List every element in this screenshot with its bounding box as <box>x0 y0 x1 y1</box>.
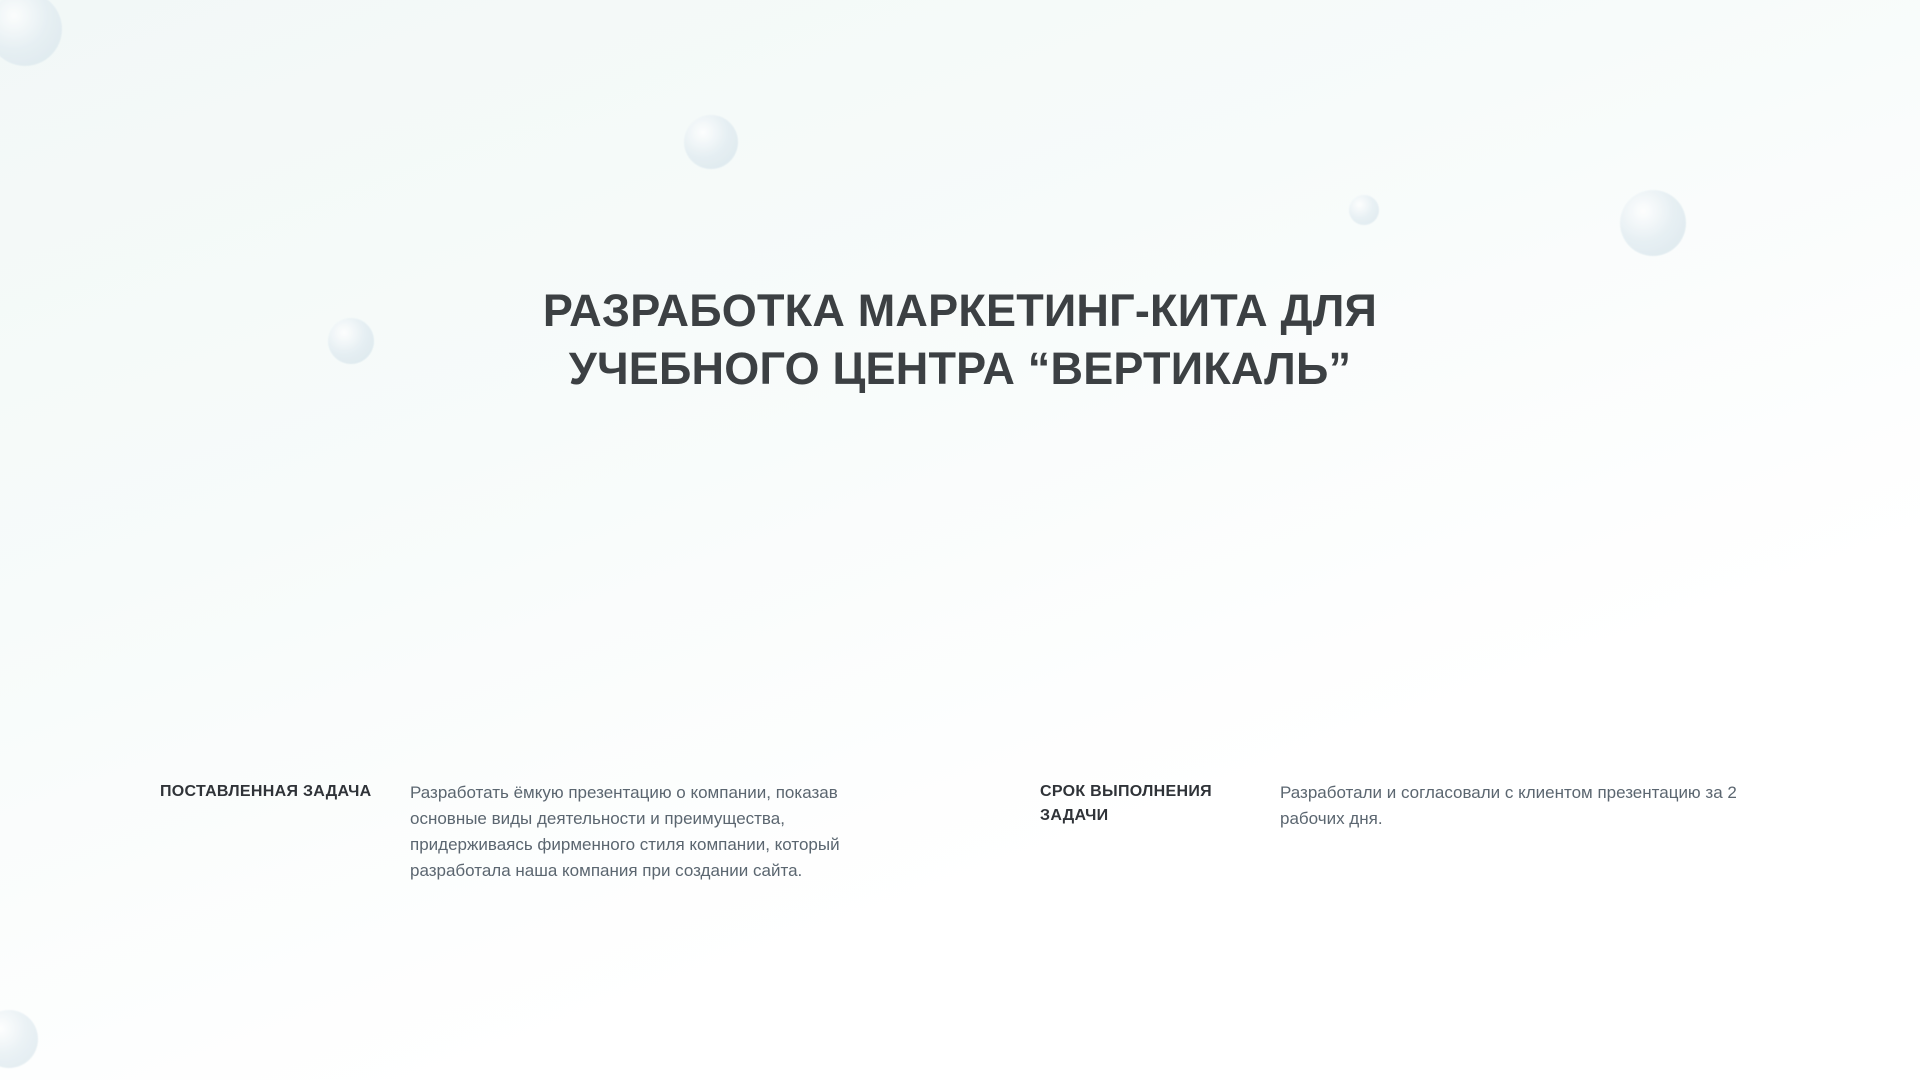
decorative-bubble-icon <box>0 1010 38 1068</box>
decorative-bubble-icon <box>1349 195 1379 225</box>
info-label-deadline: СРОК ВЫПОЛНЕНИЯ ЗАДАЧИ <box>1040 783 1212 824</box>
slide-info-row <box>0 780 1920 980</box>
info-text-task: Разработать ёмкую презентацию о компании, показав основные виды деятельности и преимущества, придерживаясь фирменного стиля компании, который разработала наша компания при создании сайта. <box>410 783 840 880</box>
decorative-bubble-icon <box>1620 190 1686 256</box>
decorative-bubble-icon <box>0 0 62 66</box>
info-column-task <box>160 780 900 884</box>
decorative-bubble-icon <box>328 318 374 364</box>
slide-title-line-2: УЧЕБНОГО ЦЕНТРА “ВЕРТИКАЛЬ” <box>568 343 1352 394</box>
info-text-deadline: Разработали и согласовали с клиентом презентацию за 2 рабочих дня. <box>1280 783 1737 828</box>
info-column-deadline <box>1040 780 1800 832</box>
slide-title-line-1: РАЗРАБОТКА МАРКЕТИНГ-КИТА ДЛЯ <box>542 285 1378 336</box>
decorative-bubble-icon <box>684 115 738 169</box>
info-label-task: ПОСТАВЛЕННАЯ ЗАДАЧА <box>160 783 372 800</box>
slide-title <box>370 282 1550 398</box>
